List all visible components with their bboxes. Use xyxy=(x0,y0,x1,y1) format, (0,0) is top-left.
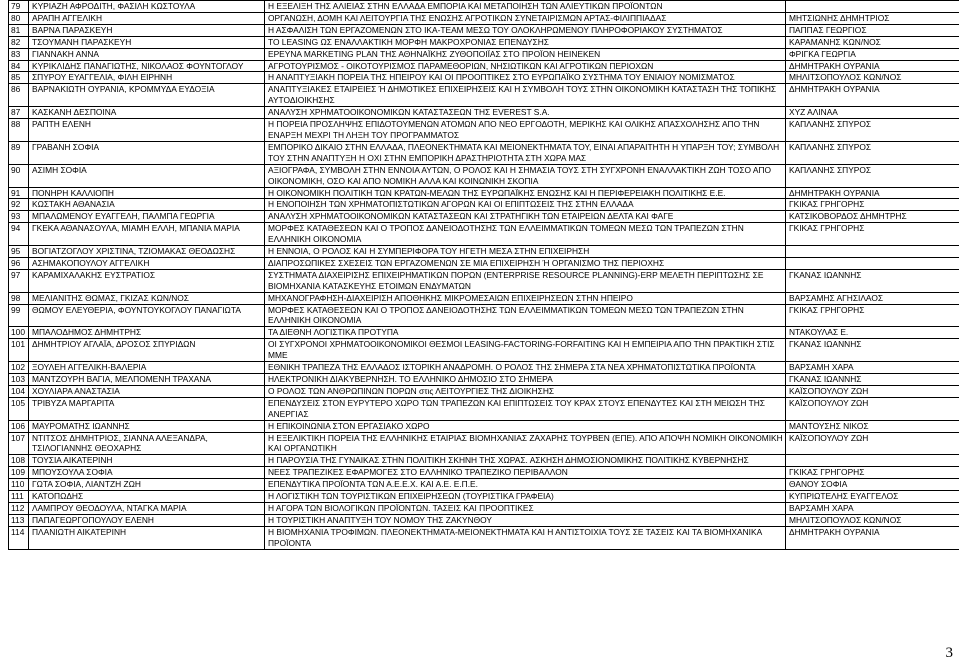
thesis-title: Η ΕΞΕΛΙΞΗ ΤΗΣ ΑΛΙΕΙΑΣ ΣΤΗΝ ΕΛΛΑΔΑ ΕΜΠΟΡΙΑ ΚΑΙ ΜΕΤΑΠΟΙΗΣΗ ΤΩΝ ΑΛΙΕΥΤΙΚΩΝ ΠΡΟΪΟΝΤΩΝ xyxy=(265,1,786,13)
table-row xyxy=(9,107,959,119)
student-names: ΚΑΣΚΑΝΗ ΔΕΣΠΟΙΝΑ xyxy=(29,107,265,119)
thesis-title: Η ΕΝΟΠΟΙΗΣΗ ΤΩΝ ΧΡΗΜΑΤΟΠΙΣΤΩΤΙΚΩΝ ΑΓΟΡΩΝ ΚΑΙ ΟΙ ΕΠΙΠΤΩΣΕΙΣ ΤΗΣ ΣΤΗΝ ΕΛΛΑΔΑ xyxy=(265,199,786,211)
row-number: 108 xyxy=(9,455,29,467)
supervisor-name: ΒΑΡΣΑΜΗΣ ΑΓΗΣΙΛΑΟΣ xyxy=(786,292,959,304)
table-row xyxy=(9,327,959,339)
student-names: ΚΥΡΙΚΛΙΔΗΣ ΠΑΝΑΓΙΩΤΗΣ, ΝΙΚΟΛΑΟΣ ΦΟΥΝΤΟΓΛΟΥ xyxy=(29,60,265,72)
row-number: 84 xyxy=(9,60,29,72)
table-row xyxy=(9,491,959,503)
thesis-title: ΕΠΕΝΔΥΤΙΚΑ ΠΡΟΪΟΝΤΑ ΤΩΝ Α.Ε.Ε.Χ. ΚΑΙ Α.Ε. Ε.Π.Ε. xyxy=(265,479,786,491)
student-names: ΡΑΠΤΗ ΕΛΕΝΗ xyxy=(29,119,265,142)
student-names: ΘΩΜΟΥ ΕΛΕΥΘΕΡΙΑ, ΦΟΥΝΤΟΥΚΟΓΛΟΥ ΠΑΝΑΓΙΩΤΑ xyxy=(29,304,265,327)
supervisor-name: ΚΑΪΣΟΠΟΥΛΟΥ ΖΩΗ xyxy=(786,385,959,397)
thesis-title: Η ΑΓΟΡΑ ΤΩΝ ΒΙΟΛΟΓΙΚΩΝ ΠΡΟΪΟΝΤΩΝ. ΤΑΣΕΙΣ ΚΑΙ ΠΡΟΟΠΤΙΚΕΣ xyxy=(265,502,786,514)
table-row xyxy=(9,12,959,24)
supervisor-name: ΓΚΙΚΑΣ ΓΡΗΓΟΡΗΣ xyxy=(786,304,959,327)
row-number: 86 xyxy=(9,84,29,107)
student-names: ΔΗΜΗΤΡΙΟΥ ΑΓΛΑΪΑ, ΔΡΟΣΟΣ ΣΠΥΡΙΔΩΝ xyxy=(29,339,265,362)
student-names: ΒΟΓΙΑΤΖΟΓΛΟΥ ΧΡΙΣΤΙΝΑ, ΤΖΙΟΜΑΚΑΣ ΘΕΟΔΩΣΗΣ xyxy=(29,246,265,258)
supervisor-name: ΔΗΜΗΤΡΑΚΗ ΟΥΡΑΝΙΑ xyxy=(786,84,959,107)
thesis-title: ΑΝΑΠΤΥΞΙΑΚΕΣ ΕΤΑΙΡΕΙΕΣ Ή ΔΗΜΟΤΙΚΕΣ ΕΠΙΧΕΙΡΗΣΕΙΣ ΚΑΙ Η ΣΥΜΒΟΛΗ ΤΟΥΣ ΣΤΗΝ ΟΙΚΟΝΟΜΙΚΗ ΚΑΤΑΣΤΑΣΗ ΤΗΣ ΤΟΠΙΚΗΣ ΑΥΤΟΔΙΟΙΚΗΣΗΣ xyxy=(265,84,786,107)
student-names: ΠΛΑΝΙΩΤΗ ΑΙΚΑΤΕΡΙΝΗ xyxy=(29,526,265,549)
supervisor-name: ΚΑΪΣΟΠΟΥΛΟΥ ΖΩΗ xyxy=(786,397,959,420)
student-names: ΠΟΝΗΡΗ ΚΑΛΛΙΟΠΗ xyxy=(29,187,265,199)
supervisor-name: ΚΑΠΛΑΝΗΣ ΣΠΥΡΟΣ xyxy=(786,141,959,164)
thesis-title: ΑΝΑΛΥΣΗ ΧΡΗΜΑΤΟΟΙΚΟΝΟΜΙΚΩΝ ΚΑΤΑΣΤΑΣΕΩΝ ΤΗΣ EVEREST S.A. xyxy=(265,107,786,119)
table-row xyxy=(9,223,959,246)
table-row xyxy=(9,72,959,84)
row-number: 106 xyxy=(9,420,29,432)
thesis-title: ΣΥΣΤΗΜΑΤΑ ΔΙΑΧΕΙΡΙΣΗΣ ΕΠΙΧΕΙΡΗΜΑΤΙΚΩΝ ΠΟΡΩΝ (ENTERPRISE RESOURCE PLANNING)-ERP ΜΕΛΕΤΗ ΠΕΡΙΠΤΩΣΗΣ ΣΕ ΒΙΟΜΗΧΑΝΙΑ ΚΑΤΑΣΚΕΥΗΣ ΕΤΟΙΜΩΝ ΕΝΔΥΜΑΤΩΝ xyxy=(265,269,786,292)
thesis-title: Η ΑΝΑΠΤΥΞΙΑΚΗ ΠΟΡΕΙΑ ΤΗΣ ΗΠΕΙΡΟΥ ΚΑΙ ΟΙ ΠΡΟΟΠΤΙΚΕΣ ΣΤΟ ΕΥΡΩΠΑΪΚΟ ΣΥΣΤΗΜΑ ΤΟΥ ΕΝΙΑΙΟΥ ΝΟΜΙΣΜΑΤΟΣ xyxy=(265,72,786,84)
student-names: ΚΑΤΟΠΩΔΗΣ xyxy=(29,491,265,503)
table-row xyxy=(9,48,959,60)
table-row xyxy=(9,455,959,467)
supervisor-name: ΚΑΠΛΑΝΗΣ ΣΠΥΡΟΣ xyxy=(786,164,959,187)
row-number: 111 xyxy=(9,491,29,503)
student-names: ΓΙΑΝΝΑΚΗ ΑΝΝΑ xyxy=(29,48,265,60)
supervisor-name: ΔΗΜΗΤΡΑΚΗ ΟΥΡΑΝΙΑ xyxy=(786,526,959,549)
thesis-title: Η ΒΙΟΜΗΧΑΝΙΑ ΤΡΟΦΙΜΩΝ. ΠΛΕΟΝΕΚΤΗΜΑΤΑ-ΜΕΙΟΝΕΚΤΗΜΑΤΑ ΚΑΙ Η ΑΝΤΙΣΤΟΙΧΙΑ ΤΟΥΣ ΣΕ ΤΑΣΕΙΣ ΚΑΙ ΤΑ ΒΙΟΜΗΧΑΝΙΚΑ ΠΡΟΪΟΝΤΑ xyxy=(265,526,786,549)
thesis-title: ΔΙΑΠΡΟΣΩΠΙΚΕΣ ΣΧΕΣΕΙΣ ΤΩΝ ΕΡΓΑΖΟΜΕΝΩΝ ΣΕ ΜΙΑ ΕΠΙΧΕΙΡΗΣΗ Ή ΟΡΓΑΝΙΣΜΟ ΤΗΣ ΠΕΡΙΟΧΗΣ xyxy=(265,257,786,269)
supervisor-name: ΦΡΙΓΚΑ ΓΕΩΡΓΙΑ xyxy=(786,48,959,60)
supervisor-name: ΓΚΙΚΑΣ ΓΡΗΓΟΡΗΣ xyxy=(786,199,959,211)
row-number: 107 xyxy=(9,432,29,455)
row-number: 92 xyxy=(9,199,29,211)
student-names: ΒΑΡΝΑ ΠΑΡΑΣΚΕΥΗ xyxy=(29,24,265,36)
thesis-title: ΕΘΝΙΚΗ ΤΡΑΠΕΖΑ ΤΗΣ ΕΛΛΑΔΟΣ ΙΣΤΟΡΙΚΗ ΑΝΑΔΡΟΜΗ. Ο ΡΟΛΟΣ ΤΗΣ ΣΗΜΕΡΑ ΣΤΑ ΝΕΑ ΧΡΗΜΑΤΟΠΙΣΤΩΤΙΚΑ ΠΡΟΪΟΝΤΑ xyxy=(265,362,786,374)
row-number: 99 xyxy=(9,304,29,327)
table-row xyxy=(9,292,959,304)
student-names: ΜΠΑΛΟΔΗΜΟΣ ΔΗΜΗΤΡΗΣ xyxy=(29,327,265,339)
student-names: ΜΑΝΤΖΟΥΡΗ ΒΑΓΙΑ, ΜΕΛΠΟΜΕΝΗ ΤΡΑΧΑΝΑ xyxy=(29,374,265,386)
thesis-title: ΑΓΡΟΤΟΥΡΙΣΜΟΣ - ΟΙΚΟΤΟΥΡΙΣΜΟΣ ΠΑΡΑΜΕΘΟΡΙΩΝ, ΝΗΣΙΩΤΙΚΩΝ ΚΑΙ ΑΓΡΟΤΙΚΩΝ ΠΕΡΙΟΧΩΝ xyxy=(265,60,786,72)
table-row xyxy=(9,199,959,211)
student-names: ΜΠΑΛΩΜΕΝΟΥ ΕΥΑΓΓΕΛΗ, ΠΑΛΜΠΑ ΓΕΩΡΓΙΑ xyxy=(29,211,265,223)
row-number: 100 xyxy=(9,327,29,339)
table-row xyxy=(9,397,959,420)
student-names: ΣΠΥΡΟΥ ΕΥΑΓΓΕΛΙΑ, ΦΙΛΗ ΕΙΡΗΝΗ xyxy=(29,72,265,84)
student-names: ΞΟΥΛΕΗ ΑΓΓΕΛΙΚΗ-ΒΑΛΕΡΙΑ xyxy=(29,362,265,374)
student-names: ΚΩΣΤΑΚΗ ΑΘΑΝΑΣΙΑ xyxy=(29,199,265,211)
table-row xyxy=(9,246,959,258)
row-number: 89 xyxy=(9,141,29,164)
table-row xyxy=(9,141,959,164)
supervisor-name xyxy=(786,455,959,467)
supervisor-name: ΓΚΙΚΑΣ ΓΡΗΓΟΡΗΣ xyxy=(786,467,959,479)
row-number: 96 xyxy=(9,257,29,269)
table-row xyxy=(9,385,959,397)
thesis-title: ΑΞΙΟΓΡΑΦΑ, ΣΥΜΒΟΛΗ ΣΤΗΝ ΕΝΝΟΙΑ ΑΥΤΩΝ, Ο ΡΟΛΟΣ ΚΑΙ Η ΣΗΜΑΣΙΑ ΤΟΥΣ ΣΤΗ ΣΥΓΧΡΟΝΗ ΕΝΑΛΛΑΚΤΙΚΗ ΖΩΗ ΤΟΣΟ ΑΠΟ ΟΙΚΟΝΟΜΙΚΗ, ΟΣΟ ΚΑΙ ΑΠΟ ΝΟΜΙΚΗ ΑΛΛΑ ΚΑΙ ΚΟΙΝΩΝΙΚΗ ΣΚΟΠΙΑ xyxy=(265,164,786,187)
row-number: 79 xyxy=(9,1,29,13)
row-number: 91 xyxy=(9,187,29,199)
row-number: 104 xyxy=(9,385,29,397)
student-names: ΜΠΟΥΣΟΥΛΑ ΣΟΦΙΑ xyxy=(29,467,265,479)
thesis-title: ΤΟ LEASING ΩΣ ΕΝΑΛΛΑΚΤΙΚΗ ΜΟΡΦΗ ΜΑΚΡΟΧΡΟΝΙΑΣ ΕΠΕΝΔΥΣΗΣ xyxy=(265,36,786,48)
supervisor-name: ΚΑΤΣΙΚΟΒΟΡΔΟΣ ΔΗΜΗΤΡΗΣ xyxy=(786,211,959,223)
row-number: 85 xyxy=(9,72,29,84)
supervisor-name: ΚΥΠΡΙΩΤΕΛΗΣ ΕΥΑΓΓΕΛΟΣ xyxy=(786,491,959,503)
supervisor-name xyxy=(786,1,959,13)
table-row xyxy=(9,339,959,362)
student-names: ΒΑΡΝΑΚΙΩΤΗ ΟΥΡΑΝΙΑ, ΚΡΟΜΜΥΔΑ ΕΥΔΟΞΙΑ xyxy=(29,84,265,107)
supervisor-name: ΜΑΝΤΟΥΣΗΣ ΝΙΚΟΣ xyxy=(786,420,959,432)
supervisor-name: ΚΑΠΛΑΝΗΣ ΣΠΥΡΟΣ xyxy=(786,119,959,142)
supervisor-name: ΒΑΡΣΑΜΗ ΧΑΡΑ xyxy=(786,502,959,514)
supervisor-name: ΜΗΤΣΙΩΝΗΣ ΔΗΜΗΤΡΙΟΣ xyxy=(786,12,959,24)
thesis-title: ΜΟΡΦΕΣ ΚΑΤΑΘΕΣΕΩΝ ΚΑΙ Ο ΤΡΟΠΟΣ ΔΑΝΕΙΟΔΟΤΗΣΗΣ ΤΩΝ ΕΛΛΕΙΜΜΑΤΙΚΩΝ ΤΟΜΕΩΝ ΜΕΣΩ ΤΩΝ ΤΡΑΠΕΖΩΝ ΣΤΗΝ ΕΛΛΗΝΙΚΗ ΟΙΚΟΝΟΜΙΑ xyxy=(265,304,786,327)
row-number: 82 xyxy=(9,36,29,48)
thesis-title: ΟΡΓΑΝΩΣΗ, ΔΟΜΗ ΚΑΙ ΛΕΙΤΟΥΡΓΙΑ ΤΗΣ ΕΝΩΣΗΣ ΑΓΡΟΤΙΚΩΝ ΣΥΝΕΤΑΙΡΙΣΜΩΝ ΑΡΤΑΣ-ΦΙΛΙΠΠΙΑΔΑΣ xyxy=(265,12,786,24)
supervisor-name: ΜΗΛΙΤΣΟΠΟΥΛΟΣ ΚΩΝ/ΝΟΣ xyxy=(786,72,959,84)
thesis-title: Η ΑΣΦΑΛΙΣΗ ΤΩΝ ΕΡΓΑΖΟΜΕΝΩΝ ΣΤΟ ΙΚΑ-TEAM ΜΕΣΩ ΤΟΥ ΟΛΟΚΛΗΡΩΜΕΝΟΥ ΠΛΗΡΟΦΟΡΙΑΚΟΥ ΣΥΣΤΗΜΑΤΟΣ xyxy=(265,24,786,36)
thesis-title: ΑΝΑΛΥΣΗ ΧΡΗΜΑΤΟΟΙΚΟΝΟΜΙΚΩΝ ΚΑΤΑΣΤΑΣΕΩΝ ΚΑΙ ΣΤΡΑΤΗΓΙΚΗ ΤΩΝ ΕΤΑΙΡΕΙΩΝ ΔΕΛΤΑ ΚΑΙ ΦΑΓΕ xyxy=(265,211,786,223)
thesis-title: Η ΠΑΡΟΥΣΙΑ ΤΗΣ ΓΥΝΑΙΚΑΣ ΣΤΗΝ ΠΟΛΙΤΙΚΗ ΣΚΗΝΗ ΤΗΣ ΧΩΡΑΣ. ΑΣΚΗΣΗ ΔΗΜΟΣΙΟΝΟΜΙΚΗΣ ΠΟΛΙΤΙΚΗΣ ΚΥΒΕΡΝΗΣΗΣ xyxy=(265,455,786,467)
table-row xyxy=(9,304,959,327)
thesis-title: Η ΠΟΡΕΙΑ ΠΡΟΣΛΗΨΗΣ ΕΠΙΔΟΤΟΥΜΕΝΩΝ ΑΤΟΜΩΝ ΑΠΟ ΝΕΟ ΕΡΓΟΔΟΤΗ, ΜΕΡΙΚΗΣ ΚΑΙ ΟΛΙΚΗΣ ΑΠΑΣΧΟΛΗΣΗΣ ΑΠΟ ΤΗΝ ΕΝΑΡΞΗ ΜΕΧΡΙ ΤΗ ΛΗΞΗ ΤΟΥ ΠΡΟΓΡΑΜΜΑΤΟΣ xyxy=(265,119,786,142)
row-number: 105 xyxy=(9,397,29,420)
table-row xyxy=(9,502,959,514)
thesis-title: ΜΗΧΑΝΟΓΡΑΦΗΣΗ-ΔΙΑΧΕΙΡΙΣΗ ΑΠΟΘΗΚΗΣ ΜΙΚΡΟΜΕΣΑΙΩΝ ΕΠΙΧΕΙΡΗΣΕΩΝ ΣΤΗΝ ΗΠΕΙΡΟ xyxy=(265,292,786,304)
thesis-title: ΜΟΡΦΕΣ ΚΑΤΑΘΕΣΕΩΝ ΚΑΙ Ο ΤΡΟΠΟΣ ΔΑΝΕΙΟΔΟΤΗΣΗΣ ΤΩΝ ΕΛΛΕΙΜΜΑΤΙΚΩΝ ΤΟΜΕΩΝ ΜΕΣΩ ΤΩΝ ΤΡΑΠΕΖΩΝ ΣΤΗΝ ΕΛΛΗΝΙΚΗ ΟΙΚΟΝΟΜΙΑ xyxy=(265,223,786,246)
student-names: ΓΚΕΚΑ ΑΘΑΝΑΣΟΥΛΑ, ΜΙΑΜΗ ΕΛΛΗ, ΜΠΑΝΙΑ ΜΑΡΙΑ xyxy=(29,223,265,246)
thesis-title: ΗΛΕΚΤΡΟΝΙΚΗ ΔΙΑΚΥΒΕΡΝΗΣΗ. ΤΟ ΕΛΛΗΝΙΚΟ ΔΗΜΟΣΙΟ ΣΤΟ ΣΗΜΕΡΑ xyxy=(265,374,786,386)
row-number: 83 xyxy=(9,48,29,60)
thesis-title: Η ΕΠΙΚΟΙΝΩΝΙΑ ΣΤΟΝ ΕΡΓΑΣΙΑΚΟ ΧΩΡΟ xyxy=(265,420,786,432)
thesis-title: ΝΕΕΣ ΤΡΑΠΕΖΙΚΕΣ ΕΦΑΡΜΟΓΕΣ ΣΤΟ ΕΛΛΗΝΙΚΟ ΤΡΑΠΕΖΙΚΟ ΠΕΡΙΒΑΛΛΟΝ xyxy=(265,467,786,479)
table-row xyxy=(9,526,959,549)
student-names: ΑΣΗΜΑΚΟΠΟΥΛΟΥ ΑΓΓΕΛΙΚΗ xyxy=(29,257,265,269)
row-number: 95 xyxy=(9,246,29,258)
student-names: ΓΡΑΒΑΝΗ ΣΟΦΙΑ xyxy=(29,141,265,164)
row-number: 114 xyxy=(9,526,29,549)
row-number: 93 xyxy=(9,211,29,223)
table-row xyxy=(9,60,959,72)
row-number: 88 xyxy=(9,119,29,142)
table-row xyxy=(9,374,959,386)
row-number: 110 xyxy=(9,479,29,491)
thesis-title: ΟΙ ΣΥΓΧΡΟΝΟΙ ΧΡΗΜΑΤΟΟΙΚΟΝΟΜΙΚΟΙ ΘΕΣΜΟΙ LEASING-FACTORING-FORFAITING ΚΑΙ Η ΕΜΠΕΙΡΙΑ ΑΠΟ ΤΗΝ ΠΡΑΚΤΙΚΗ ΣΤΙΣ ΜΜΕ xyxy=(265,339,786,362)
student-names: ΤΟΥΣΙΑ ΑΙΚΑΤΕΡΙΝΗ xyxy=(29,455,265,467)
supervisor-name: ΓΚΑΝΑΣ ΙΩΑΝΝΗΣ xyxy=(786,269,959,292)
supervisor-name xyxy=(786,246,959,258)
table-row xyxy=(9,432,959,455)
supervisor-name: ΓΚΙΚΑΣ ΓΡΗΓΟΡΗΣ xyxy=(786,223,959,246)
table-row xyxy=(9,119,959,142)
thesis-title: Η ΕΞΕΛΙΚΤΙΚΗ ΠΟΡΕΙΑ ΤΗΣ ΕΛΛΗΝΙΚΗΣ ΕΤΑΙΡΙΑΣ ΒΙΟΜΗΧΑΝΙΑΣ ΖΑΧΑΡΗΣ ΤΟΥΡΒΕΝ (ΕΠΕ). ΑΠΟ ΑΠΟΨΗ ΝΟΜΙΚΗ ΟΙΚΟΝΟΜΙΚΗ ΚΑΙ ΟΡΓΑΝΩΤΙΚΗ xyxy=(265,432,786,455)
supervisor-name: ΔΗΜΗΤΡΑΚΗ ΟΥΡΑΝΙΑ xyxy=(786,187,959,199)
table-row xyxy=(9,24,959,36)
table-row xyxy=(9,362,959,374)
student-names: ΤΡΙΒΥΖΑ ΜΑΡΓΑΡΙΤΑ xyxy=(29,397,265,420)
supervisor-name: ΓΚΑΝΑΣ ΙΩΑΝΝΗΣ xyxy=(786,339,959,362)
student-names: ΛΑΜΠΡΟΥ ΘΕΟΔΟΥΛΑ, ΝΤΑΓΚΑ ΜΑΡΙΑ xyxy=(29,502,265,514)
table-row xyxy=(9,467,959,479)
row-number: 81 xyxy=(9,24,29,36)
supervisor-name: ΝΤΑΚΟΥΛΑΣ Ε. xyxy=(786,327,959,339)
supervisor-name: ΠΑΠΠΑΣ ΓΕΩΡΓΙΟΣ xyxy=(786,24,959,36)
student-names: ΤΣΟΥΜΑΝΗ ΠΑΡΑΣΚΕΥΗ xyxy=(29,36,265,48)
table-body xyxy=(9,1,959,550)
table-row xyxy=(9,211,959,223)
table-row xyxy=(9,257,959,269)
table-row xyxy=(9,187,959,199)
row-number: 94 xyxy=(9,223,29,246)
supervisor-name xyxy=(786,257,959,269)
table-row xyxy=(9,36,959,48)
row-number: 98 xyxy=(9,292,29,304)
student-names: ΝΤΙΤΣΟΣ ΔΗΜΗΤΡΙΟΣ, ΣΙΑΝΝΑ ΑΛΕΞΑΝΔΡΑ, ΤΣΙΛΟΓΙΑΝΝΗΣ ΘΕΟΧΑΡΗΣ xyxy=(29,432,265,455)
student-names: ΓΩΤΑ ΣΟΦΙΑ, ΛΙΑΝΤΖΗ ΖΩΗ xyxy=(29,479,265,491)
supervisor-name: ΘΑΝΟΥ ΣΟΦΙΑ xyxy=(786,479,959,491)
supervisor-name: ΧΥΖ ΑΛΙΝΑΑ xyxy=(786,107,959,119)
table-row xyxy=(9,84,959,107)
thesis-title: ΤΑ ΔΙΕΘΝΗ ΛΟΓΙΣΤΙΚΑ ΠΡΟΤΥΠΑ xyxy=(265,327,786,339)
supervisor-name: ΚΑΪΣΟΠΟΥΛΟΥ ΖΩΗ xyxy=(786,432,959,455)
thesis-title: Η ΕΝΝΟΙΑ, Ο ΡΟΛΟΣ ΚΑΙ Η ΣΥΜΠΕΡΙΦΟΡΑ ΤΟΥ ΗΓΕΤΗ ΜΕΣΑ ΣΤΗΝ ΕΠΙΧΕΙΡΗΣΗ xyxy=(265,246,786,258)
row-number: 97 xyxy=(9,269,29,292)
student-names: ΚΑΡΑΜΙΧΑΛΑΚΗΣ ΕΥΣΤΡΑΤΙΟΣ xyxy=(29,269,265,292)
supervisor-name: ΜΗΛΙΤΣΟΠΟΥΛΟΣ ΚΩΝ/ΝΟΣ xyxy=(786,514,959,526)
student-names: ΑΣΙΜΗ ΣΟΦΙΑ xyxy=(29,164,265,187)
table-row xyxy=(9,269,959,292)
thesis-title: ΕΜΠΟΡΙΚΟ ΔΙΚΑΙΟ ΣΤΗΝ ΕΛΛΑΔΑ, ΠΛΕΟΝΕΚΤΗΜΑΤΑ ΚΑΙ ΜΕΙΟΝΕΚΤΗΜΑΤΑ ΤΟΥ, ΕΙΝΑΙ ΑΠΑΡΑΙΤΗΤΗ Η ΥΠΑΡΞΗ ΤΟΥ; ΣΥΜΒΟΛΗ ΤΟΥ ΣΤΗΝ ΑΝΑΠΤΥΞΗ Η ΟΧΙ ΣΤΗΝ ΕΜΠΟΡΙΚΗ ΔΡΑΣΤΗΡΙΟΤΗΤΑ ΣΤΗ ΧΩΡΑ ΜΑΣ xyxy=(265,141,786,164)
row-number: 87 xyxy=(9,107,29,119)
thesis-title: Η ΛΟΓΙΣΤΙΚΗ ΤΩΝ ΤΟΥΡΙΣΤΙΚΩΝ ΕΠΙΧΕΙΡΗΣΕΩΝ (ΤΟΥΡΙΣΤΙΚΑ ΓΡΑΦΕΙΑ) xyxy=(265,491,786,503)
thesis-title: Ο ΡΟΛΟΣ ΤΩΝ ΑΝΘΡΩΠΙΝΩΝ ΠΟΡΩΝ στις ΛΕΙΤΟΥΡΓΙΕΣ ΤΗΣ ΔΙΟΙΚΗΣΗΣ xyxy=(265,385,786,397)
row-number: 109 xyxy=(9,467,29,479)
table-row xyxy=(9,420,959,432)
student-names: ΧΟΥΛΙΑΡΑ ΑΝΑΣΤΑΣΙΑ xyxy=(29,385,265,397)
thesis-title: ΕΡΕΥΝΑ MARKETING PLAN ΤΗΣ ΑΘΗΝΑΪΚΗΣ ΖΥΘΟΠΟΙΪΑΣ ΣΤΟ ΠΡΟΪΟΝ HEINEKEN xyxy=(265,48,786,60)
supervisor-name: ΚΑΡΑΜΑΝΗΣ ΚΩΝ/ΝΟΣ xyxy=(786,36,959,48)
row-number: 90 xyxy=(9,164,29,187)
row-number: 103 xyxy=(9,374,29,386)
row-number: 102 xyxy=(9,362,29,374)
table-row xyxy=(9,479,959,491)
row-number: 80 xyxy=(9,12,29,24)
thesis-table xyxy=(8,0,959,550)
student-names: ΑΡΑΠΗ ΑΓΓΕΛΙΚΗ xyxy=(29,12,265,24)
thesis-title: ΕΠΕΝΔΥΣΕΙΣ ΣΤΟΝ ΕΥΡΥΤΕΡΟ ΧΩΡΟ ΤΩΝ ΤΡΑΠΕΖΩΝ ΚΑΙ ΕΠΙΠΤΩΣΕΙΣ ΤΟΥ ΚΡΑΧ ΣΤΟΥΣ ΕΠΕΝΔΥΤΕΣ ΚΑΙ ΣΤΗ ΜΕΙΩΣΗ ΤΗΣ ΑΝΕΡΓΙΑΣ xyxy=(265,397,786,420)
row-number: 101 xyxy=(9,339,29,362)
page-number: 3 xyxy=(945,645,953,661)
supervisor-name: ΔΗΜΗΤΡΑΚΗ ΟΥΡΑΝΙΑ xyxy=(786,60,959,72)
row-number: 112 xyxy=(9,502,29,514)
supervisor-name: ΒΑΡΣΑΜΗ ΧΑΡΑ xyxy=(786,362,959,374)
student-names: ΜΑΥΡΟΜΑΤΗΣ ΙΩΑΝΝΗΣ xyxy=(29,420,265,432)
student-names: ΠΑΠΑΓΕΩΡΓΟΠΟΥΛΟΥ ΕΛΕΝΗ xyxy=(29,514,265,526)
student-names: ΜΕΛΙΑΝΙΤΗΣ ΘΩΜΑΣ, ΓΚΙΖΑΣ ΚΩΝ/ΝΟΣ xyxy=(29,292,265,304)
supervisor-name: ΓΚΑΝΑΣ ΙΩΑΝΝΗΣ xyxy=(786,374,959,386)
table-row xyxy=(9,514,959,526)
row-number: 113 xyxy=(9,514,29,526)
thesis-title: Η ΟΙΚΟΝΟΜΙΚΗ ΠΟΛΙΤΙΚΗ ΤΩΝ ΚΡΑΤΩΝ-ΜΕΛΩΝ ΤΗΣ ΕΥΡΩΠΑΪΚΗΣ ΕΝΩΣΗΣ ΚΑΙ Η ΠΕΡΙΦΕΡΕΙΑΚΗ ΠΟΛΙΤΙΚΗΣ Ε.Ε. xyxy=(265,187,786,199)
table-row xyxy=(9,1,959,13)
table-row xyxy=(9,164,959,187)
thesis-title: Η ΤΟΥΡΙΣΤΙΚΗ ΑΝΑΠΤΥΞΗ ΤΟΥ ΝΟΜΟΥ ΤΗΣ ΖΑΚΥΝΘΟΥ xyxy=(265,514,786,526)
student-names: ΚΥΡΙΑΖΗ ΑΦΡΟΔΙΤΗ, ΦΑΣΙΛΗ ΚΩΣΤΟΥΛΑ xyxy=(29,1,265,13)
